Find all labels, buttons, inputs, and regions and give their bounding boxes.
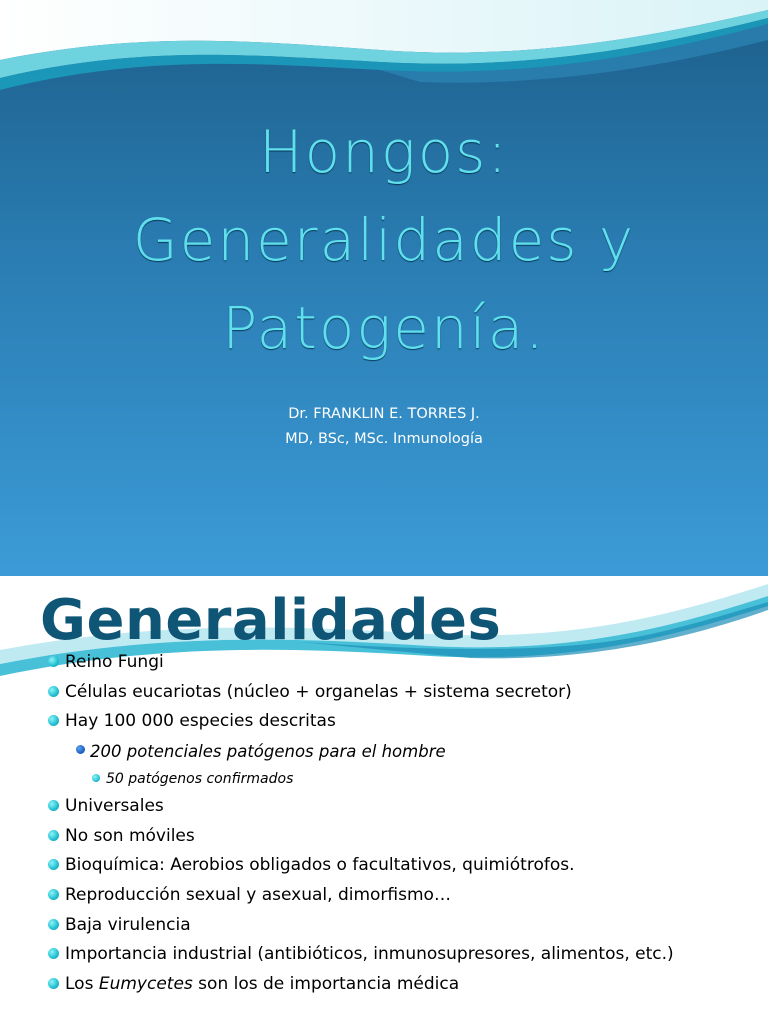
bullet-icon (48, 686, 59, 697)
list-item: Universales (48, 792, 763, 822)
author-name: Dr. FRANKLIN E. TORRES J. (288, 406, 480, 422)
list-item: Importancia industrial (antibióticos, inmunosupresores, alimentos, etc.) (48, 940, 763, 970)
title-line-2: Generalidades y (132, 206, 636, 274)
author-block (0, 402, 768, 452)
author-credentials: MD, BSc, MSc. Inmunología (285, 431, 483, 447)
bullet-icon (76, 745, 85, 754)
bullet-icon (48, 948, 59, 959)
list-item: Células eucariotas (núcleo + organelas + sistema secretor) (48, 678, 763, 708)
list-item: 50 patógenos confirmados (48, 767, 763, 792)
list-item: Bioquímica: Aerobios obligados o facultativos, quimiótrofos. (48, 851, 763, 881)
wave-decoration (0, 0, 768, 110)
list-item: 200 potenciales patógenos para el hombre (48, 737, 763, 767)
title-line-1: Hongos: (259, 118, 509, 186)
list-item: Reino Fungi (48, 648, 763, 678)
bullet-icon (48, 656, 59, 667)
bullet-icon (48, 830, 59, 841)
bullet-icon (48, 800, 59, 811)
list-item: Hay 100 000 especies descritas (48, 707, 763, 737)
list-item: Los Eumycetes son los de importancia médica (48, 970, 763, 1000)
bullet-icon (48, 978, 59, 989)
content-slide (0, 576, 768, 1024)
bullet-icon (48, 859, 59, 870)
bullet-icon (48, 715, 59, 726)
bullet-icon (48, 919, 59, 930)
list-item: Reproducción sexual y asexual, dimorfismo… (48, 881, 763, 911)
list-item: Baja virulencia (48, 911, 763, 941)
bullet-icon (48, 889, 59, 900)
list-item: No son móviles (48, 822, 763, 852)
slide-title (0, 108, 768, 372)
bullet-icon (92, 774, 100, 782)
slide-heading: Generalidades (40, 588, 502, 653)
title-line-3: Patogenía. (222, 294, 546, 362)
bullet-list (48, 648, 763, 1000)
